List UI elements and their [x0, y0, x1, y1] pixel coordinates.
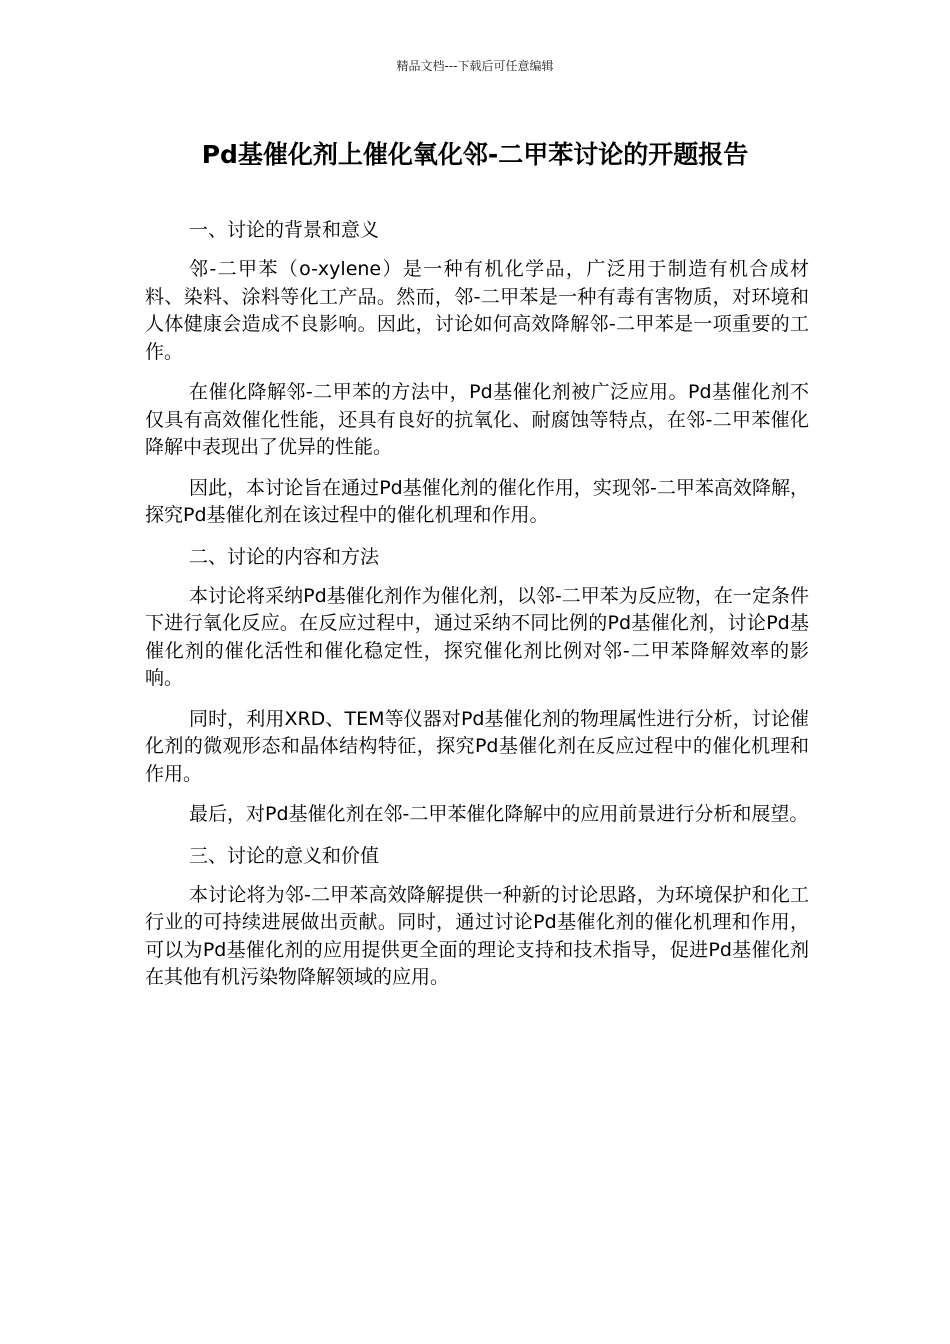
- paragraph: 因此，本讨论旨在通过Pd基催化剂的催化作用，实现邻-二甲苯高效降解，探究Pd基催化剂在该过程中的催化机理和作用。: [145, 476, 809, 526]
- paragraph: 邻-二甲苯（o-xylene）是一种有机化学品，广泛用于制造有机合成材料、染料、涂料等化工产品。然而，邻-二甲苯是一种有毒有害物质，对环境和人体健康会造成不良影响。因此，讨论如何高效降解邻-二甲苯是一项重要的工作。: [145, 258, 809, 363]
- section-heading-background: 一、讨论的背景和意义: [189, 219, 380, 241]
- header-note: 精品文档---下载后可任意编辑: [396, 59, 554, 73]
- paragraph: 最后，对Pd基催化剂在邻-二甲苯催化降解中的应用前景进行分析和展望。: [189, 803, 809, 825]
- document-title: Pd基催化剂上催化氧化邻-二甲苯讨论的开题报告: [201, 140, 749, 169]
- paragraph: 在催化降解邻-二甲苯的方法中，Pd基催化剂被广泛应用。Pd基催化剂不仅具有高效催化性能，还具有良好的抗氧化、耐腐蚀等特点，在邻-二甲苯催化降解中表现出了优异的性能。: [145, 381, 809, 458]
- document-body: [145, 216, 809, 1005]
- section-heading-content-methods: 二、讨论的内容和方法: [189, 545, 380, 568]
- paragraph: 本讨论将采纳Pd基催化剂作为催化剂，以邻-二甲苯为反应物，在一定条件下进行氧化反应。在反应过程中，通过采纳不同比例的Pd基催化剂，讨论Pd基催化剂的催化活性和催化稳定性，探究催化剂比例对邻-二甲苯降解效率的影响。: [145, 584, 809, 689]
- paragraph: 同时，利用XRD、TEM等仪器对Pd基催化剂的物理属性进行分析，讨论催化剂的微观形态和晶体结构特征，探究Pd基催化剂在反应过程中的催化机理和作用。: [145, 707, 809, 785]
- section-heading-significance: 三、讨论的意义和价值: [189, 844, 380, 867]
- paragraph: 本讨论将为邻-二甲苯高效降解提供一种新的讨论思路，为环境保护和化工行业的可持续进展做出贡献。同时，通过讨论Pd基催化剂的催化机理和作用，可以为Pd基催化剂的应用提供更全面的理论支持和技术指导，促进Pd基催化剂在其他有机污染物降解领域的应用。: [145, 883, 809, 988]
